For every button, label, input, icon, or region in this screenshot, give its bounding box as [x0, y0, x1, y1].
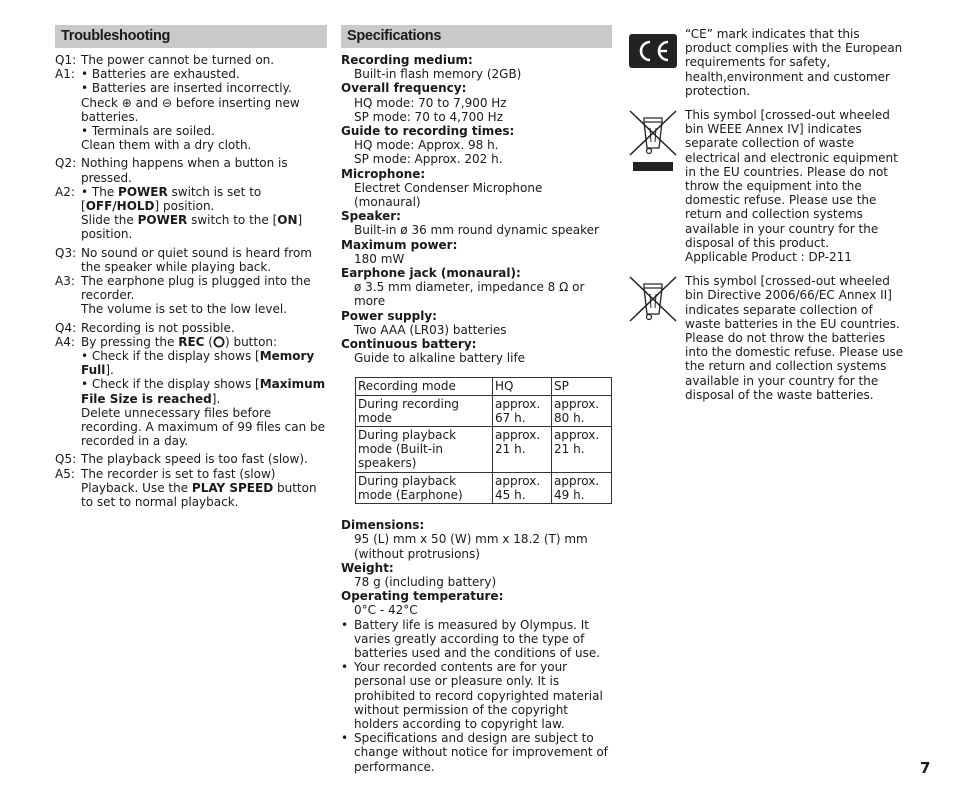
weee-block — [627, 108, 907, 264]
qa-line: The recorder is set to fast (slow) Playback. Use the PLAY SPEED button to set to normal playback. — [81, 466, 317, 510]
battery-text: This symbol [crossed-out wheeled bin Directive 2006/66/EC Annex II] indicates separate collection of waste batteries in the EU countries. Please do not throw the batteries into the domestic refuse. Please use the return and collection systems available in your country for the disposal of the waste batteries. — [685, 274, 904, 402]
weee-product: Applicable Product : DP-211 — [685, 250, 852, 265]
qa-line: Delete unnecessary files before recording. A maximum of 99 files can be recorded in a day. — [81, 405, 325, 449]
qa-tag: Q5: — [55, 452, 77, 467]
qa-tag: A3: — [55, 274, 75, 289]
note-text: Specifications and design are subject to change without notice for improvement of performance. — [354, 731, 608, 774]
qa-item — [55, 53, 327, 67]
ce-mark-icon — [629, 34, 677, 68]
table-header-row — [356, 378, 612, 395]
table-header-cell: HQ — [493, 378, 552, 395]
table-header-cell: SP — [552, 378, 612, 395]
spec-value: HQ mode: 70 to 7,900 Hz — [354, 95, 507, 110]
qa-tag: A1: — [55, 67, 75, 82]
note-item — [341, 660, 612, 731]
qa-item — [55, 246, 327, 274]
qa-line: By pressing the REC ( ) button: — [81, 334, 278, 349]
qa-line: • Batteries are exhausted. — [81, 67, 240, 82]
ce-text: “CE” mark indicates that this product complies with the European requirements for safety, health,environment and customer protection. — [685, 27, 903, 98]
qa-item — [55, 185, 327, 242]
qa-tag: Q1: — [55, 53, 77, 67]
note-text: Your recorded contents are for your personal use or pleasure only. It is prohibited to record copyrighted material without permission of the copyright holders according to copyright law. — [354, 660, 603, 731]
qa-item — [55, 335, 327, 449]
weee-text: This symbol [crossed-out wheeled bin WEEE Annex IV] indicates separate collection of waste electrical and electronic equipment in the EU countries. Please do not throw the equipment into the domestic refuse. Please use the return and collection systems available in your country for the disposal of this product. — [685, 108, 898, 250]
table-row — [356, 395, 612, 426]
table-cell: During recording mode — [356, 395, 493, 426]
qa-tag: A4: — [55, 334, 75, 349]
spec-item — [341, 238, 612, 266]
spec-value: 95 (L) mm x 50 (W) mm x 18.2 (T) mm (without protrusions) — [354, 532, 588, 561]
spec-label: Guide to recording times: — [341, 124, 515, 139]
qa-item — [55, 467, 327, 510]
table-row — [356, 472, 612, 503]
crossed-out-bin-icon — [627, 108, 679, 158]
spec-value: Built-in ø 36 mm round dynamic speaker — [354, 223, 599, 238]
spec-value: Electret Condenser Microphone (monaural) — [354, 180, 543, 210]
qa-line: The playback speed is too fast (slow). — [81, 452, 308, 467]
spec-item — [341, 589, 612, 617]
spec-value: ø 3.5 mm diameter, impedance 8 Ω or more — [354, 280, 585, 309]
spec-value: SP mode: Approx. 202 h. — [354, 152, 503, 167]
qa-line: Recording is not possible. — [81, 320, 235, 335]
qa-line: Check ⊕ and ⊖ before inserting new batteries. — [81, 95, 300, 124]
spec-item — [341, 53, 612, 81]
table-header-cell: Recording mode — [356, 378, 493, 395]
table-row — [356, 427, 612, 473]
spec-value: 180 mW — [354, 251, 405, 266]
weee-text-block — [685, 108, 907, 264]
spec-value: SP mode: 70 to 4,700 Hz — [354, 109, 503, 124]
table-cell: approx. 21 h. — [493, 427, 552, 473]
qa-line: • Terminals are soiled. — [81, 124, 215, 139]
qa-item — [55, 452, 327, 466]
spec-value: Guide to alkaline battery life — [354, 351, 526, 366]
qa-line: No sound or quiet sound is heard from the speaker while playing back. — [81, 245, 312, 274]
spec-value: 78 g (including battery) — [354, 574, 497, 589]
bullet: • — [341, 617, 349, 632]
qa-line: The earphone plug is plugged into the recorder. — [81, 274, 311, 303]
spec-label: Operating temperature: — [341, 589, 504, 604]
spec-label: Weight: — [341, 560, 394, 575]
spec-item — [341, 124, 612, 167]
spec-item — [341, 209, 612, 237]
spec-item — [341, 518, 612, 561]
qa-line: • Check if the display shows [Maximum File Size is reached]. — [81, 377, 326, 406]
table-cell: During playback mode (Built-in speakers) — [356, 427, 493, 473]
spec-item — [341, 337, 612, 365]
table-cell: approx. 80 h. — [552, 395, 612, 426]
battery-life-table — [355, 377, 612, 504]
note-item — [341, 731, 612, 774]
qa-item — [55, 321, 327, 335]
troubleshooting-section — [55, 25, 327, 509]
bin-underline-bar — [633, 162, 673, 171]
troubleshooting-heading: Troubleshooting — [55, 25, 327, 48]
qa-tag: Q4: — [55, 320, 77, 335]
qa-tag: A2: — [55, 184, 75, 199]
spec-item — [341, 561, 612, 589]
spec-value: 0°C - 42°C — [354, 603, 418, 618]
qa-tag: Q3: — [55, 245, 77, 260]
spec-label: Power supply: — [341, 308, 437, 323]
qa-line: • Check if the display shows [Memory Full]. — [81, 349, 315, 378]
record-button-icon — [213, 336, 225, 348]
qa-item — [55, 67, 327, 152]
qa-line: The power cannot be turned on. — [81, 53, 275, 67]
page-number: 7 — [920, 759, 931, 777]
notes-list — [341, 618, 612, 774]
table-cell: During playback mode (Earphone) — [356, 472, 493, 503]
qa-item — [55, 156, 327, 184]
battery-block — [627, 274, 907, 402]
spec-label: Earphone jack (monaural): — [341, 266, 521, 281]
qa-item — [55, 274, 327, 317]
spec-label: Overall frequency: — [341, 81, 467, 96]
table-cell: approx. 21 h. — [552, 427, 612, 473]
specifications-heading: Specifications — [341, 25, 612, 48]
spec-item — [341, 81, 612, 124]
symbols-section — [627, 27, 907, 402]
spec-item — [341, 167, 612, 210]
spec-label: Microphone: — [341, 166, 426, 181]
spec-label: Recording medium: — [341, 53, 473, 67]
qa-tag: A5: — [55, 466, 75, 481]
spec-label: Speaker: — [341, 209, 401, 224]
spec-value: HQ mode: Approx. 98 h. — [354, 138, 499, 153]
qa-line: • The POWER switch is set to [OFF/HOLD] position. — [81, 184, 262, 214]
qa-line: Slide the POWER switch to the [ON] position. — [81, 213, 303, 242]
bullet: • — [341, 660, 349, 675]
note-text: Battery life is measured by Olympus. It varies greatly according to the type of batteries used and the conditions of use. — [354, 617, 601, 660]
bullet: • — [341, 731, 349, 746]
spec-value: Built-in flash memory (2GB) — [354, 67, 522, 82]
table-cell: approx. 45 h. — [493, 472, 552, 503]
crossed-out-bin-icon — [627, 274, 679, 324]
spec-item — [341, 266, 612, 309]
table-cell: approx. 67 h. — [493, 395, 552, 426]
qa-line: Clean them with a dry cloth. — [81, 138, 252, 153]
spec-value: Two AAA (LR03) batteries — [354, 322, 507, 337]
spec-label: Continuous battery: — [341, 337, 477, 352]
spec-item — [341, 309, 612, 337]
spec-label: Maximum power: — [341, 237, 458, 252]
qa-line: The volume is set to the low level. — [81, 302, 287, 317]
specifications-section — [341, 25, 612, 774]
table-cell: approx. 49 h. — [552, 472, 612, 503]
spec-label: Dimensions: — [341, 518, 425, 533]
qa-line: • Batteries are inserted incorrectly. — [81, 81, 292, 96]
note-item — [341, 617, 612, 661]
qa-tag: Q2: — [55, 156, 77, 171]
qa-line: Nothing happens when a button is pressed. — [81, 156, 288, 185]
ce-block — [627, 27, 907, 98]
